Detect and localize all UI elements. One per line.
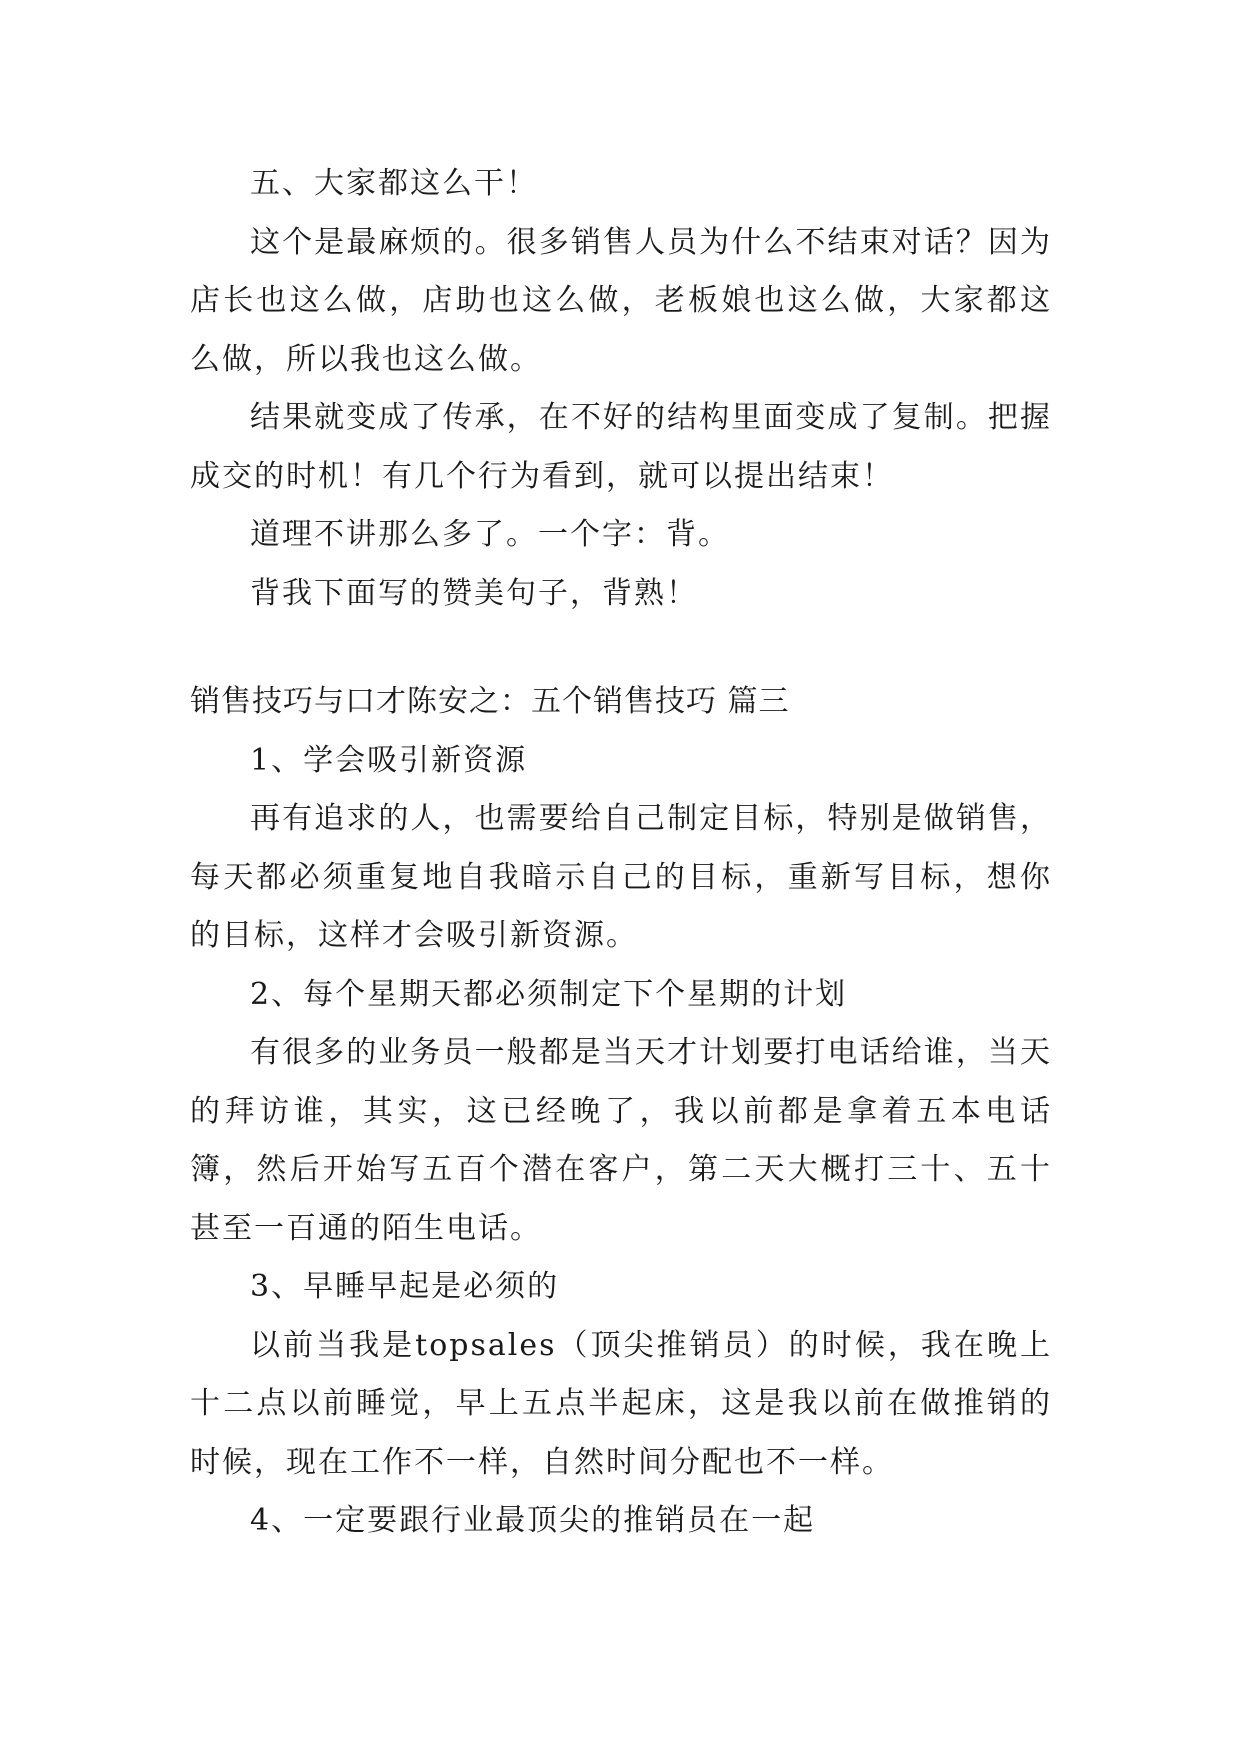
paragraph: 道理不讲那么多了。一个字：背。 — [250, 517, 730, 552]
paragraph: 背我下面写的赞美句子，背熟！ — [250, 575, 698, 611]
paragraph: 结果就变成了传承，在不好的结构里面变成了复制。把握成交的时机！有几个行为看到，就可以提出结束！ — [190, 400, 1052, 494]
item-heading: 3、早睡早起是必须的 — [250, 1269, 560, 1304]
item-heading: 4、一定要跟行业最顶尖的推销员在一起 — [250, 1503, 816, 1538]
paragraph: 以前当我是topsales（顶尖推销员）的时候，我在晚上十二点以前睡觉，早上五点半起床，这是我以前在做推销的时候，现在工作不一样，自然时间分配也不一样。 — [190, 1327, 1052, 1480]
item-heading: 1、学会吸引新资源 — [250, 742, 528, 778]
paragraph: 有很多的业务员一般都是当天才计划要打电话给谁，当天的拜访谁，其实，这已经晚了，我以前都是拿着五本电话簿，然后开始写五百个潜在客户，第二天大概打三十、五十甚至一百通的陌生电话。 — [190, 1035, 1052, 1246]
paragraph: 这个是最麻烦的。很多销售人员为什么不结束对话？因为店长也这么做，店助也这么做，老板娘也这么做，大家都这么做，所以我也这么做。 — [190, 224, 1052, 377]
section-title: 销售技巧与口才陈安之：五个销售技巧 篇三 — [190, 684, 790, 719]
item-heading: 2、每个星期天都必须制定下个星期的计划 — [250, 976, 848, 1012]
document-body — [190, 155, 1052, 1551]
paragraph: 再有追求的人，也需要给自己制定目标，特别是做销售，每天都必须重复地自我暗示自己的目标，重新写目标，想你的目标，这样才会吸引新资源。 — [190, 801, 1052, 953]
part5-heading: 五、大家都这么干！ — [250, 166, 538, 201]
